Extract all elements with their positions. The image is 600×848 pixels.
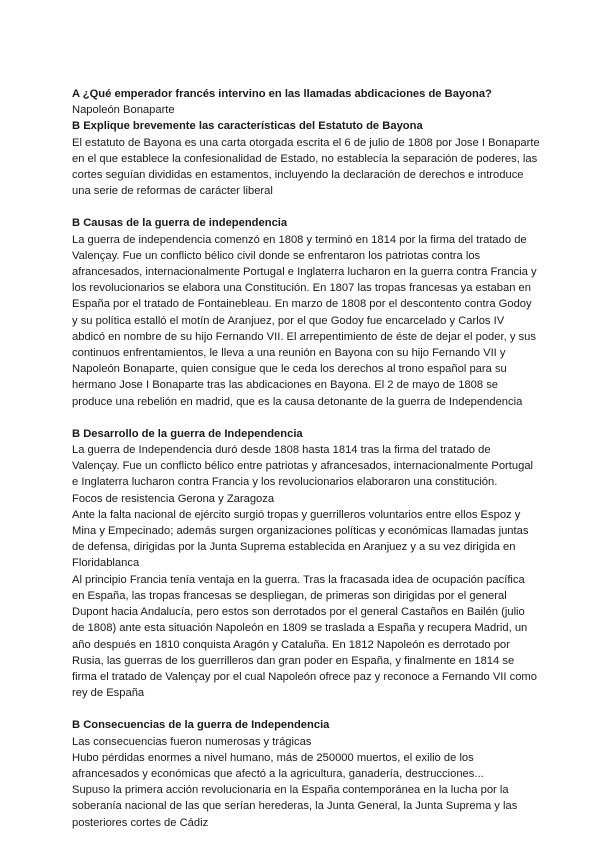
question-heading-estatuto: B Explique brevemente las características del Estatuto de Bayona — [72, 120, 423, 133]
section-text-consecuencias-soberania: Supuso la primera acción revolucionaria en la España contemporánea en la lucha por la soberanía nacional de las que serían herederas, la Junta General, la Junta Suprema y las posteriores cortes de Cádiz — [72, 784, 518, 829]
answer-text-emperor: Napoleón Bonaparte — [72, 104, 175, 117]
section-heading-consecuencias: B Consecuencias de la guerra de Independencia — [72, 719, 330, 732]
question-heading-emperor: A ¿Qué emperador francés intervino en las llamadas abdicaciones de Bayona? — [72, 88, 492, 100]
section-text-desarrollo-guerrilleros: Ante la falta nacional de ejército surgió tropas y guerrilleros voluntarios entre ellos Espoz y Mina y Empecinado; además surgen organizaciones políticas y económicas llamadas juntas de defensa, dirigidas por la Junta Suprema establecida en Aranjuez y a su vez dirigida en Floridablanca — [72, 508, 529, 570]
section-spacer — [72, 410, 540, 426]
section-text-consecuencias-intro: Las consecuencias fueron numerosas y trágicas — [72, 735, 312, 748]
section-heading-desarrollo: B Desarrollo de la guerra de Independencia — [72, 427, 303, 440]
section-text-consecuencias-perdidas: Hubo pérdidas enormes a nivel humano, más de 250000 muertos, el exilio de los afrancesados y económicas que afectó a la agricultura, ganadería, destrucciones... — [72, 751, 484, 780]
section-text-desarrollo-focos: Focos de resistencia Gerona y Zaragoza — [72, 492, 275, 505]
answer-text-estatuto: El estatuto de Bayona es una carta otorgada escrita el 6 de julio de 1808 por Jose I Bonaparte en el que establece la confesionalidad de Estado, no establecía la separación de poderes, las cortes seguían divididas en estamentos, incluyendo la declaración de derechos e introduce una serie de reformas de carácter liberal — [72, 136, 540, 198]
section-spacer — [72, 701, 540, 717]
section-text-desarrollo-campana: Al principio Francia tenía ventaja en la guerra. Tras la fracasada idea de ocupación pacífica en España, las tropas francesas se despliegan, de primeras son dirigidas por el general Dupont hacia Andalucía, pero estos son derrotados por el general Castaños en Bailén (julio de 1808) ante esta situación Napoleón en 1809 se traslada a España y recupera Madrid, un año después en 1810 conquista Aragón y Cataluña. En 1812 Napoleón es derrotado por Rusia, las guerras de los guerrilleros dan gran poder en España, y finalmente en 1814 se firma el tratado de Valençay por el cual Napoleón ofrece paz y reconoce a Fernando VII como rey de España — [72, 573, 537, 700]
section-heading-causas: B Causas de la guerra de independencia — [72, 217, 288, 230]
section-text-desarrollo-intro: La guerra de Independencia duró desde 1808 hasta 1814 tras la firma del tratado de Valençay. Fue un conflicto bélico entre patriotas y afrancesados, internacionalmente Portugal e Inglaterra lucharon contra Francia y los revolucionarios elaboraron una constitución. — [72, 444, 534, 489]
section-text-causas: La guerra de independencia comenzó en 1808 y terminó en 1814 por la firma del tratado de Valençay. Fue un conflicto bélico civil donde se enfrentaron los patriotas contra los afrancesados, internacionalmente Portugal e Inglaterra lucharon en la guerra contra Francia y los revolucionarios se elabora una Constitución. En 1807 las tropas francesas ya estaban en España por el tratado de Fontainebleau. En marzo de 1808 por el descontento contra Godoy y su política estalló el motín de Aranjuez, por el que Godoy fue encarcelado y Carlos IV abdicó en nombre de su hijo Fernando VII. El arrepentimiento de éste de dejar el poder, y sus continuos enfrentamientos, le lleva a una reunión en Bayona con su hijo Fernando VII y Napoleón Bonaparte, quien consigue que le ceda los derechos al trono español para su hermano Jose I Bonaparte tras las abdicaciones en Bayona. El 2 de mayo de 1808 se produce una rebelión en madrid, que es la causa detonante de la guerra de Independencia — [72, 233, 537, 408]
section-spacer — [72, 199, 540, 215]
